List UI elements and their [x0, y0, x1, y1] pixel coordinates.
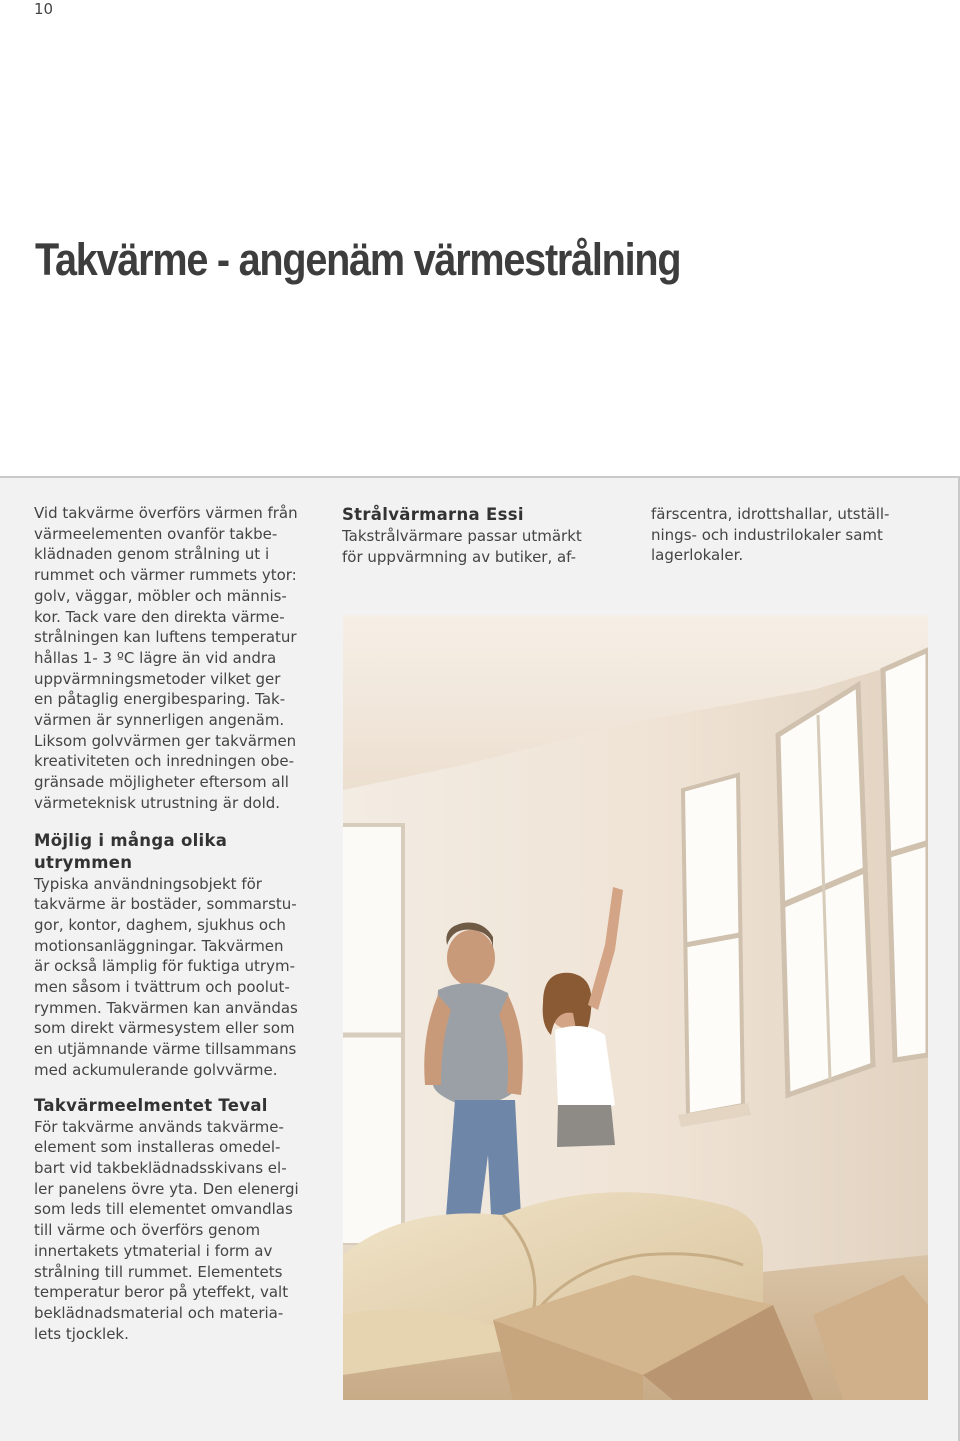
room-photo	[343, 615, 928, 1400]
section-body-rooms: Typiska användningsobjekt för takvärme är bostäder, sommarstu- gor, kontor, daghem, sjukhus och motionsanläggningar. Takvärmen är också lämplig för fuktiga utrym- men såsom i tvättrum och poolut- rymmen. Takvärmen kan användas som direkt värmesystem eller som en utjämnande värme tillsammans med ackumulerande golvvärme.	[34, 874, 298, 1079]
section-body-essi: Takstrålvärmare passar utmärkt för uppvärmning av butiker, af-	[342, 527, 582, 566]
section-body-essi-continued: färscentra, idrottshallar, utställ- nings- och industrilokaler samt lagerlokaler.	[651, 505, 890, 565]
section-body-teval: För takvärme används takvärme- element som installeras omedel- bart vid takbeklädnadsskivans el- ler panelens övre yta. Den elenergi som leds till elementet omvandlas till värme och överförs genom innertakets ytmaterial i form av strålning till rummet. Elementets temperatur beror på yteffekt, valt beklädnadsmaterial och materia- lets tjocklek.	[34, 1117, 299, 1343]
text-column-right	[651, 504, 931, 566]
window-left	[343, 825, 413, 1255]
page-title: Takvärme - angenäm värmestrålning	[35, 234, 681, 285]
intro-paragraph: Vid takvärme överförs värmen från värmeelementen ovanför takbe- klädnaden genom strålning ut i rummet och värmer rummets ytor: golv, väggar, möbler och männis- kor. Tack vare den direkta värme- strålningen kan luftens temperatur hållas 1- 3 ºC lägre än vid andra uppvärmningsmetoder vilket ger en påtaglig energibesparing. Tak- värmen är synnerligen angenäm. Liksom golvvärmen ger takvärmen kreativiteten och inredningen obe- gränsade möjligheter eftersom all värmeteknisk utrustning är dold.	[34, 504, 298, 812]
section-heading-essi: Strålvärmarna Essi	[342, 505, 524, 524]
section-heading-rooms: Möjlig i många olika utrymmen	[34, 830, 228, 872]
section-heading-teval: Takvärmeelmentet Teval	[34, 1095, 268, 1115]
text-column-left	[34, 503, 326, 1344]
window-middle	[678, 775, 751, 1127]
page-number: 10	[34, 0, 54, 18]
room-photo-illustration	[343, 615, 928, 1400]
text-column-middle	[342, 504, 642, 567]
